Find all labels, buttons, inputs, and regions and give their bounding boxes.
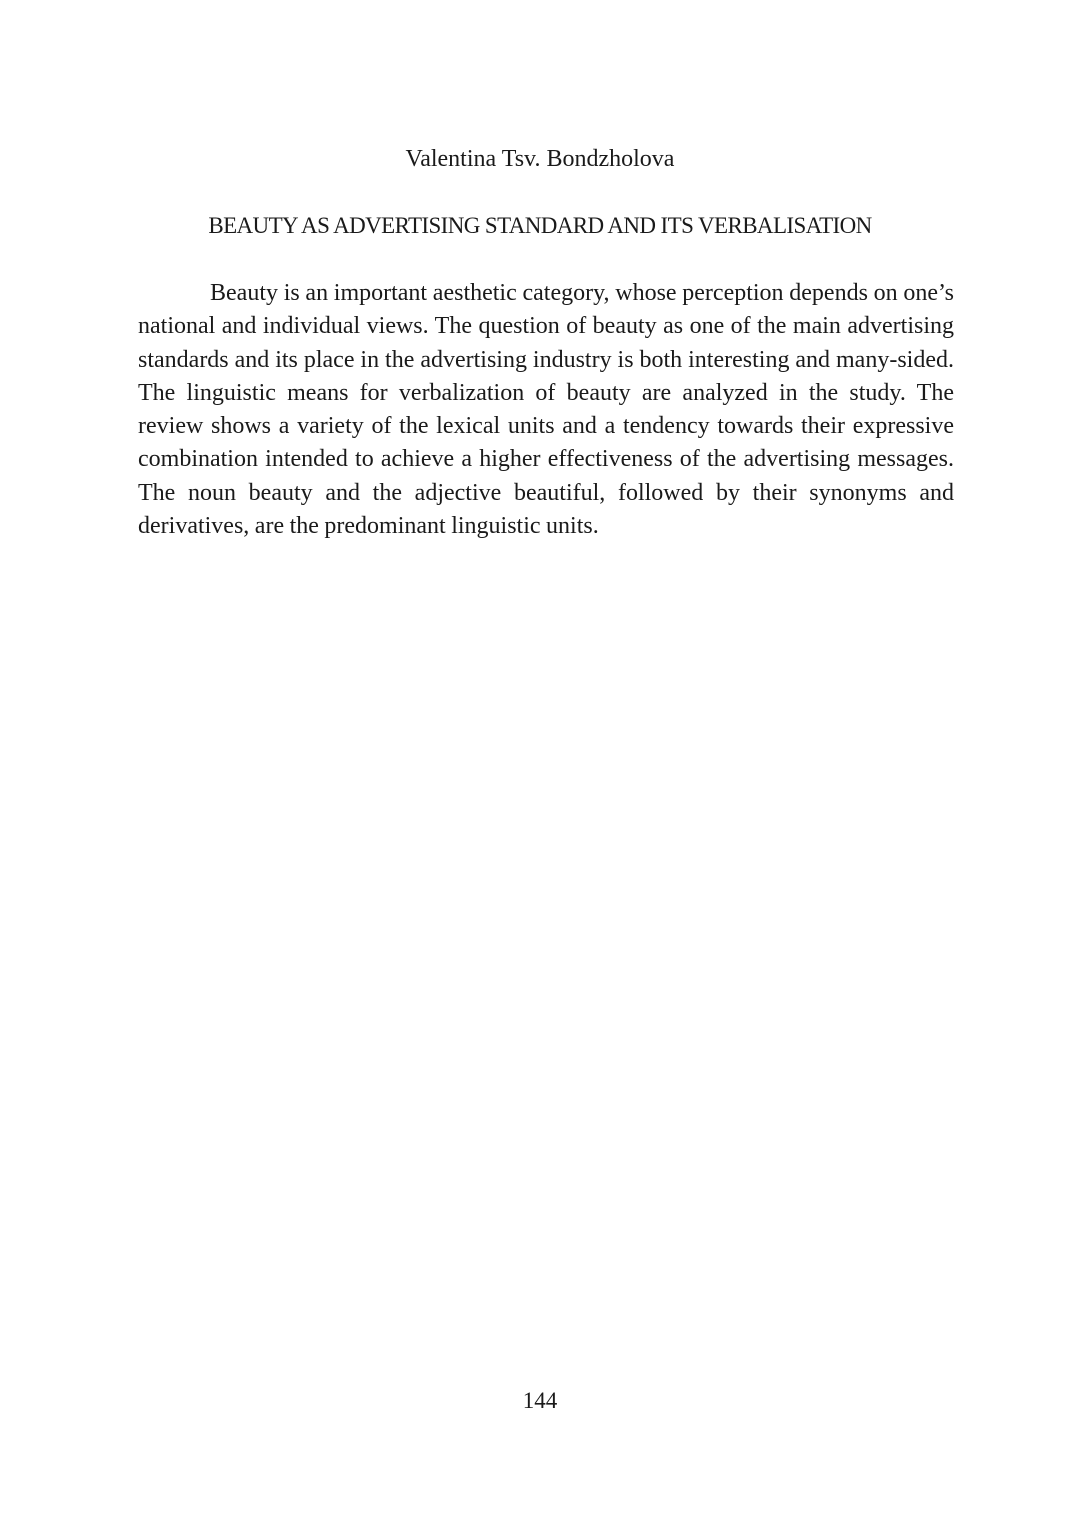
abstract-paragraph: Beauty is an important aesthetic category, whose perception depends on one’s national and individual views. The question of beauty as one of the main advertising standards and its place in the advertising industry is both interesting and many-sided. The linguistic means for verbalization of beauty are analyzed in the study. The review shows a variety of the lexical units and a tendency towards their expressive combination intended to achieve a higher effectiveness of the advertising messages. The noun beauty and the adjective beautiful, followed by their synonyms and derivatives, are the predominant linguistic units. (138, 280, 954, 540)
article-title: BEAUTY AS ADVERTISING STANDARD AND ITS VERBALISATION (208, 213, 872, 238)
author-name: Valentina Tsv. Bondzholova (405, 146, 675, 172)
page-number: 144 (522, 1388, 558, 1413)
